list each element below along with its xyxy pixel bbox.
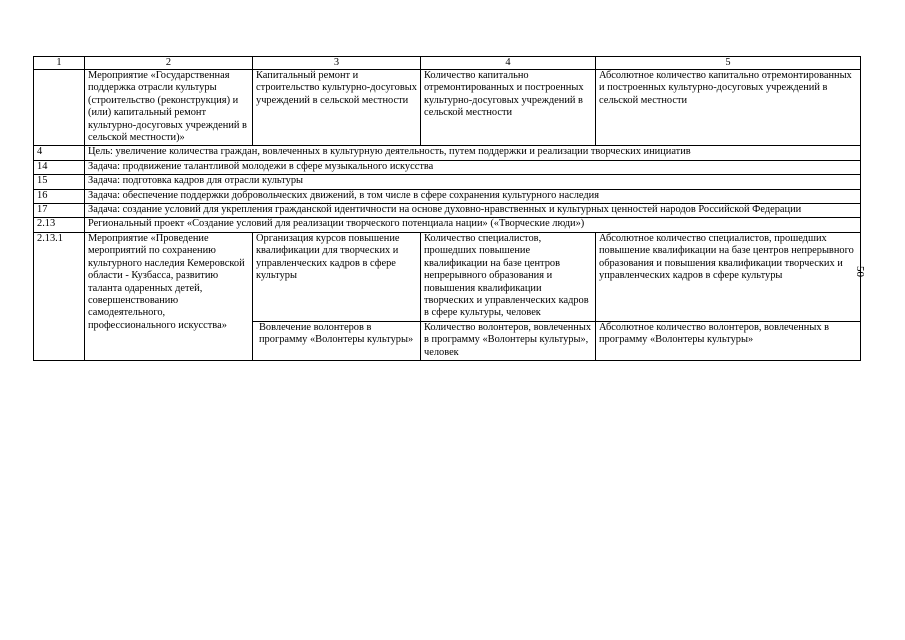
table-row: [34, 232, 861, 321]
indicator-cell: Количество специалистов, прошедших повышение квалификации на базе центров непрерывного образования и повышения квалификации творческих и управленческих кадров в сфере культуры, человек: [421, 232, 596, 321]
task-cell: Задача: обеспечение поддержки добровольческих движений, в том числе в сфере сохранения культурного наследия: [85, 189, 861, 203]
row-number: 16: [34, 189, 85, 203]
table-row: [34, 218, 861, 232]
goal-cell: Цель: увеличение количества граждан, вовлеченных в культурную деятельность, путем поддержки и реализации творческих инициатив: [85, 146, 861, 160]
table-row: [34, 189, 861, 203]
header-cell: 1: [34, 57, 85, 70]
row-number: 4: [34, 146, 85, 160]
row-number: 2.13.1: [34, 232, 85, 360]
task-cell: Задача: продвижение талантливой молодежи в сфере музыкального искусства: [85, 160, 861, 174]
result-cell: Организация курсов повышение квалификации для творческих и управленческих кадров в сфере культуры: [253, 232, 421, 321]
table-row: [34, 175, 861, 189]
row-number: 2.13: [34, 218, 85, 232]
row-number: 17: [34, 204, 85, 218]
event-name-cell: Мероприятие «Государственная поддержка отрасли культуры (строительство (реконструкция) и (или) капитальный ремонт культурно-досуговых учреждений в сельской местности)»: [85, 70, 253, 146]
indicators-table: [33, 56, 861, 361]
table-row: [34, 70, 861, 146]
method-cell: Абсолютное количество волонтеров, вовлеченных в программу «Волонтеры культуры»: [596, 321, 861, 360]
indicator-cell: Количество капитально отремонтированных и построенных культурно-досуговых учреждений в сельской местности: [421, 70, 596, 146]
header-cell: 2: [85, 57, 253, 70]
project-cell: Региональный проект «Создание условий для реализации творческого потенциала нации» («Творческие люди»): [85, 218, 861, 232]
row-number: 15: [34, 175, 85, 189]
event-name-cell: Мероприятие «Проведение мероприятий по сохранению культурного наследия Кемеровской области - Кузбасса, развитию таланта одаренных детей, совершенствованию самодеятельного, профессионального искусства»: [85, 232, 253, 360]
page-number: 50: [854, 266, 866, 277]
header-cell: 5: [596, 57, 861, 70]
row-number: [34, 70, 85, 146]
result-cell: Вовлечение волонтеров в программу «Волонтеры культуры»: [253, 321, 421, 360]
task-cell: Задача: подготовка кадров для отрасли культуры: [85, 175, 861, 189]
table-row: [34, 204, 861, 218]
indicator-cell: Количество волонтеров, вовлеченных в программу «Волонтеры культуры», человек: [421, 321, 596, 360]
method-cell: Абсолютное количество капитально отремонтированных и построенных культурно-досуговых учреждений в сельской местности: [596, 70, 861, 146]
header-cell: 4: [421, 57, 596, 70]
result-cell: Капитальный ремонт и строительство культурно-досуговых учреждений в сельской местности: [253, 70, 421, 146]
table-row: [34, 160, 861, 174]
method-cell: Абсолютное количество специалистов, прошедших повышение квалификации на базе центров непрерывного образования и повышения квалификации творческих и управленческих кадров в сфере культуры: [596, 232, 861, 321]
header-cell: 3: [253, 57, 421, 70]
table-header-row: [34, 57, 861, 70]
task-cell: Задача: создание условий для укрепления гражданской идентичности на основе духовно-нравственных и культурных ценностей народов Российской Федерации: [85, 204, 861, 218]
table-row: [34, 146, 861, 160]
row-number: 14: [34, 160, 85, 174]
